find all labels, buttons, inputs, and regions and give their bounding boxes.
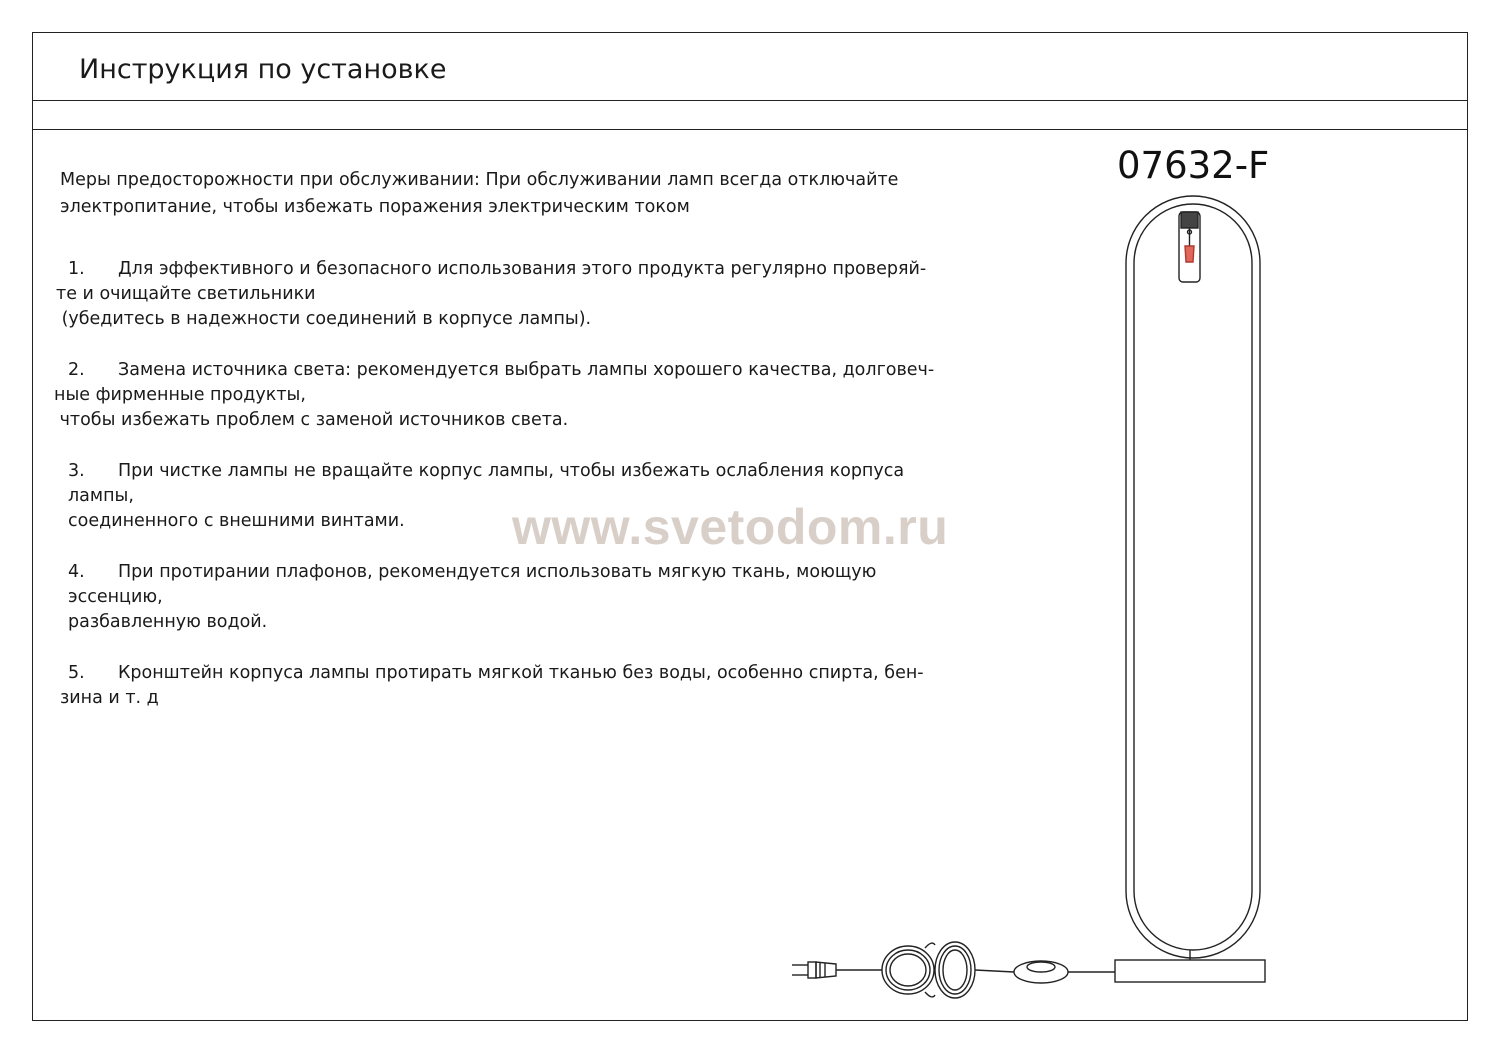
- item-number: 4.: [68, 562, 85, 582]
- item-text: разбавленную водой.: [68, 612, 268, 632]
- item-text: ные фирменные продукты,: [54, 385, 306, 405]
- coiled-cord-icon: [882, 942, 975, 998]
- power-plug-icon: [792, 962, 836, 978]
- power-cord: [975, 970, 1014, 972]
- item-number: 2.: [68, 360, 85, 380]
- bulb-filament-icon: [1185, 246, 1194, 262]
- item-text: те и очищайте светильники: [56, 284, 316, 304]
- lamp-base: [1115, 960, 1265, 982]
- item-text: Кронштейн корпуса лампы протирать мягкой тканью без воды, особенно спирта, бен-: [118, 663, 924, 683]
- bulb-cap: [1181, 212, 1198, 228]
- foot-switch-button: [1027, 962, 1055, 972]
- intro-line: электропитание, чтобы избежать поражения электрическим током: [60, 197, 690, 217]
- item-text: чтобы избежать проблем с заменой источников света.: [54, 410, 569, 430]
- item-number: 5.: [68, 663, 85, 683]
- item-text: (убедитесь в надежности соединений в корпусе лампы).: [56, 309, 592, 329]
- item-text: зина и т. д: [60, 688, 159, 708]
- intro-line: Меры предосторожности при обслуживании: При обслуживании ламп всегда отключайте: [60, 170, 899, 190]
- item-text: Замена источника света: рекомендуется выбрать лампы хорошего качества, долговеч-: [118, 360, 935, 380]
- item-text: При протирании плафонов, рекомендуется использовать мягкую ткань, моющую: [118, 562, 877, 582]
- lamp-inner-ring: [1134, 204, 1252, 950]
- item-text: лампы,: [68, 486, 134, 506]
- lamp-outer-ring: [1126, 196, 1260, 958]
- item-text: Для эффективного и безопасного использования этого продукта регулярно проверяй-: [118, 259, 927, 279]
- item-number: 1.: [68, 259, 85, 279]
- item-number: 3.: [68, 461, 85, 481]
- watermark: www.svetodom.ru: [512, 499, 949, 555]
- model-number: 07632-F: [1117, 144, 1270, 187]
- page-title: Инструкция по установке: [79, 54, 447, 85]
- item-text: При чистке лампы не вращайте корпус лампы, чтобы избежать ослабления корпуса: [118, 461, 905, 481]
- item-text: эссенцию,: [68, 587, 163, 607]
- item-text: соединенного с внешними винтами.: [68, 511, 405, 531]
